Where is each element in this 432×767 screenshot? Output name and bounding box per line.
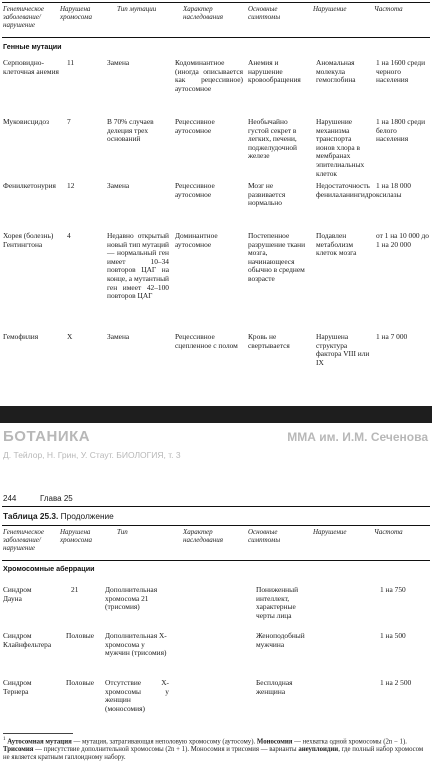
cell-symptoms: Мозг не развивается нормально — [248, 181, 286, 208]
cell-inheritance: Доминантное аутосомное — [175, 231, 218, 249]
cell-frequency: 1 на 500 — [380, 631, 406, 640]
cell-symptoms: Необычайно густой секрет в легких, печени, поджелудочной железе — [248, 117, 297, 161]
table-caption — [3, 511, 114, 521]
footnote-text: — мутация, затрагивающая неполовую хромосому (аутосому). — [71, 738, 257, 746]
cell-inheritance: Рецессивное аутосомное — [175, 181, 215, 199]
table-top-rule — [2, 525, 430, 526]
cell-frequency: 1 на 7 000 — [376, 332, 408, 341]
cell-defect: Недостаточность фенилаланингидроксилазы — [316, 181, 402, 199]
cell-type: В 70% случаев делеция трех оснований — [107, 117, 154, 144]
col-header-symptoms: Основные симптомы — [248, 528, 281, 544]
cell-chromosome: X — [67, 332, 73, 341]
cell-symptoms: Анемия и нарушение кровообращения — [248, 58, 301, 85]
cell-type: Недавно открытый новый тип мутаций — нормальный ген имеет 10–34 повторов ЦАГ на конце, а мутантный ген имеет 42–100 повторов ЦАГ — [107, 231, 169, 301]
table-caption-text: Продолжение — [60, 511, 114, 521]
cell-chromosome: Половые — [66, 678, 95, 687]
dark-scan-band — [0, 406, 432, 423]
cell-chromosome: 21 — [71, 585, 79, 594]
cell-chromosome: 11 — [67, 58, 75, 67]
table-header-rule — [2, 560, 430, 561]
cell-frequency: 1 на 750 — [380, 585, 406, 594]
cell-disease: Гемофилия — [3, 332, 39, 341]
col-header-type: Тип — [117, 528, 128, 536]
cell-disease: Фенилкетонурия — [3, 181, 56, 190]
cell-symptoms: Бесплодная женщина — [256, 678, 293, 696]
top-rule — [2, 2, 430, 3]
cell-symptoms: Кровь не свертывается — [248, 332, 290, 350]
footnote — [3, 736, 429, 762]
cell-frequency: 1 на 2 500 — [380, 678, 412, 687]
cell-disease: Серповидно-клеточная анемия — [3, 58, 59, 76]
col-header-inheritance: Характер наследования — [183, 5, 223, 21]
cell-disease: Хорея (болезнь) Гентингтона — [3, 231, 54, 249]
cell-type: Дополнительная Х-хромосома у мужчин (трисомия) — [105, 631, 167, 658]
page-number: 244 — [3, 494, 17, 503]
cell-inheritance: Рецессивное аутосомное — [175, 117, 215, 135]
col-header-defect: Нарушение — [313, 528, 347, 536]
footnote-rule — [3, 733, 73, 734]
watermark-credit: Д. Тейлор, Н. Грин, У. Стаут. БИОЛОГИЯ, т. 3 — [3, 450, 181, 460]
col-header-frequency: Частота — [374, 528, 403, 536]
cell-symptoms: Пониженный интеллект, характерные черты лица — [256, 585, 299, 620]
header-rule — [2, 37, 430, 38]
cell-chromosome: 12 — [67, 181, 75, 190]
cell-chromosome: 4 — [67, 231, 71, 240]
footnote-term-monosomy: Моносомия — [256, 738, 293, 746]
table-caption-number: Таблица 25.3. — [3, 511, 59, 521]
footnote-term-trisomy: Трисомия — [3, 746, 34, 754]
chapter-title: Глава 25 — [40, 494, 73, 503]
col-header-type: Тип мутации — [117, 5, 157, 13]
col-header-defect: Нарушение — [313, 5, 347, 13]
cell-type: Дополнительная хромосома 21 (трисомия) — [105, 585, 158, 612]
section-chromosomal-aberrations: Хромосомные аберрации — [3, 564, 95, 573]
watermark-botany: БОТАНИКА — [3, 428, 91, 445]
cell-frequency: 1 на 1600 среди черного населения — [376, 58, 426, 85]
section-gene-mutations: Генные мутации — [3, 42, 62, 51]
cell-type: Замена — [107, 181, 130, 190]
cell-type: Замена — [107, 332, 130, 341]
cell-defect: Подавлен метаболизм клеток мозга — [316, 231, 357, 258]
cell-inheritance: Кодоминантное (иногда описывается как рецессивное) аутосомное — [175, 58, 243, 93]
cell-defect: Нарушена структура фактора VIII или IX — [316, 332, 370, 367]
cell-frequency: 1 на 18 000 — [376, 181, 411, 190]
cell-disease: Синдром Дауна — [3, 585, 32, 603]
footnote-text: — присутствие дополнительной хромосомы (2n + 1). Моносомия и трисомия — варианты — [33, 746, 299, 754]
col-header-disease: Генетическое заболевание/ нарушение — [3, 528, 44, 552]
cell-inheritance: Рецессивное сцепленное с полом — [175, 332, 238, 350]
cell-defect: Нарушение механизма транспорта ионов хлора в мембранах эпителиальных клеток — [316, 117, 365, 178]
cell-disease: Синдром Тернера — [3, 678, 32, 696]
cell-symptoms: Постепенное разрушение ткани мозга, начинающееся обычно в среднем возрасте — [248, 231, 306, 283]
cell-chromosome: 7 — [67, 117, 71, 126]
watermark-mma: ММА им. И.М. Сеченова — [287, 430, 428, 444]
cell-frequency: 1 на 1800 среди белого населения — [376, 117, 426, 144]
footnote-number: 1 — [3, 737, 6, 742]
col-header-chromosome: Нарушена хромосома — [60, 5, 92, 21]
cell-defect: Аномальная молекула гемоглобина — [316, 58, 356, 85]
col-header-inheritance: Характер наследования — [183, 528, 223, 544]
cell-disease: Муковисцидоз — [3, 117, 50, 126]
cell-chromosome: Половые — [66, 631, 95, 640]
footnote-term-autosomal: Аутосомная мутация — [7, 738, 72, 746]
cell-disease: Синдром Клайнфельтера — [3, 631, 52, 649]
cell-frequency: от 1 на 10 000 до 1 на 20 000 — [376, 231, 429, 249]
footnote-text: — нехватка одной хромосомы (2n − 1). — [292, 738, 407, 746]
cell-symptoms: Женоподобный мужчина — [256, 631, 305, 649]
cell-type: Замена — [107, 58, 130, 67]
col-header-frequency: Частота — [374, 5, 403, 13]
col-header-disease: Генетическое заболевание/ нарушение — [3, 5, 44, 29]
page-header-rule — [2, 506, 430, 507]
footnote-term-aneuploidy: анеуплоидии — [298, 746, 339, 754]
footnote-text: , где полный набор хромосом не является кратным гаплоидному набору. — [3, 746, 424, 762]
col-header-chromosome: Нарушена хромосома — [60, 528, 92, 544]
cell-type: Отсутствие Х-хромосомы у женщин (моносомия) — [105, 678, 169, 713]
col-header-symptoms: Основные симптомы — [248, 5, 281, 21]
